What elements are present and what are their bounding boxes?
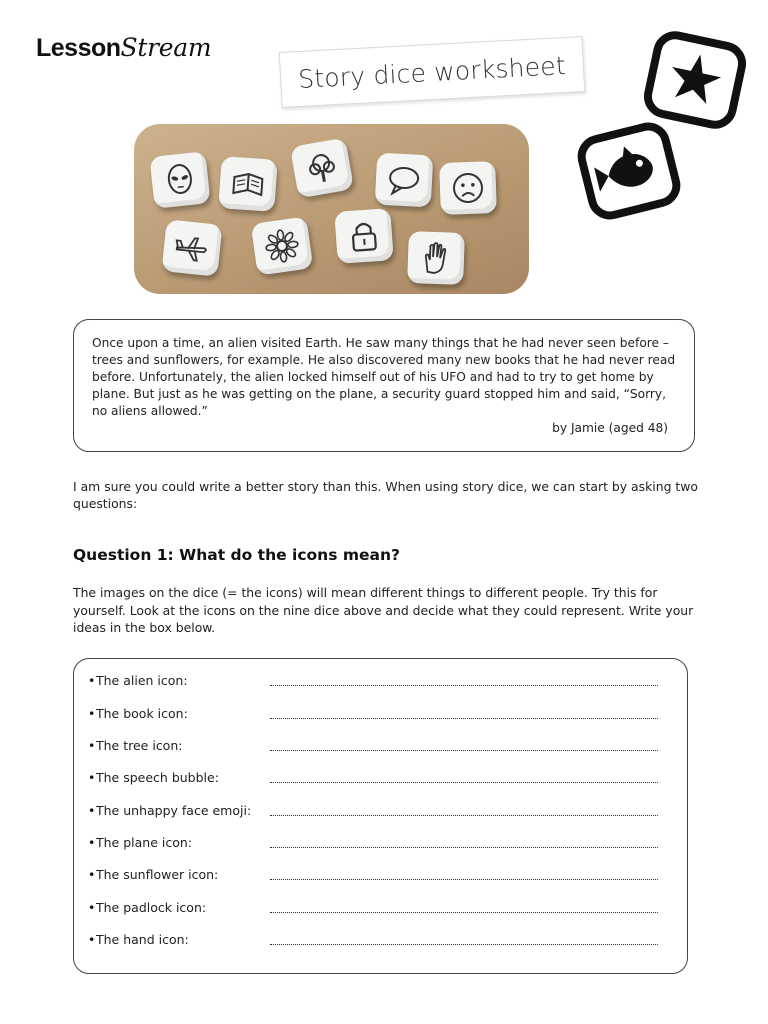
plane-icon bbox=[172, 228, 212, 268]
question-1-heading: Question 1: What do the icons mean? bbox=[73, 546, 400, 564]
answer-label: The hand icon: bbox=[96, 932, 189, 947]
lessonstream-logo bbox=[36, 32, 211, 64]
intro-paragraph: I am sure you could write a better story than this. When using story dice, we can start by asking two questions: bbox=[73, 479, 698, 511]
answer-label: The alien icon: bbox=[96, 673, 188, 688]
bullet: • bbox=[88, 932, 96, 947]
answer-row-book bbox=[88, 702, 658, 722]
answers-box bbox=[73, 658, 688, 974]
answer-label: The speech bubble: bbox=[96, 770, 219, 785]
unhappy-face-die bbox=[439, 161, 497, 215]
question-1-instructions: The images on the dice (= the icons) will mean different things to different people. Try this for yourself. Look at the icons on the nine dice above and decide what they could represent. Write your ideas in the box below. bbox=[73, 585, 694, 635]
sunflower-die bbox=[251, 216, 314, 275]
example-story-box bbox=[73, 319, 695, 452]
alien-icon bbox=[160, 160, 200, 200]
answer-row-hand bbox=[88, 928, 658, 948]
example-story-text: Once upon a time, an alien visited Earth. He saw many things that he had never seen before – trees and sunflowers, for example. He also discovered many new books that he had never read before. Unfortunately, the alien locked himself out of his UFO and had to try to get home by plane. But just as he was getting on the plane, a security guard stopped him and said, “Sorry, no aliens allowed.” bbox=[92, 336, 676, 418]
story-dice-photo bbox=[134, 124, 529, 294]
answer-row-alien bbox=[88, 669, 658, 689]
unhappy-face-icon bbox=[449, 169, 486, 206]
bullet: • bbox=[88, 867, 96, 882]
padlock-die bbox=[334, 208, 393, 264]
answer-line[interactable] bbox=[270, 705, 658, 719]
book-die bbox=[218, 156, 277, 212]
bullet: • bbox=[88, 673, 96, 688]
alien-die bbox=[149, 151, 210, 209]
plane-die bbox=[161, 219, 222, 277]
answer-label: The unhappy face emoji: bbox=[96, 803, 252, 818]
logo-word-lesson: Lesson bbox=[36, 34, 121, 62]
hand-icon bbox=[417, 239, 454, 276]
story-author: by Jamie (aged 48) bbox=[552, 421, 668, 435]
answer-line[interactable] bbox=[270, 866, 658, 880]
tree-die bbox=[290, 138, 354, 199]
answer-row-tree bbox=[88, 734, 658, 754]
answer-line[interactable] bbox=[270, 737, 658, 751]
padlock-icon bbox=[345, 217, 383, 255]
answer-label: The tree icon: bbox=[96, 738, 183, 753]
answer-row-plane bbox=[88, 831, 658, 851]
hand-die bbox=[407, 231, 465, 285]
answer-line[interactable] bbox=[270, 769, 658, 783]
answer-line[interactable] bbox=[270, 802, 658, 816]
answer-label: The sunflower icon: bbox=[96, 867, 219, 882]
answer-row-unhappy-face bbox=[88, 799, 658, 819]
worksheet-title-card bbox=[279, 36, 586, 108]
bullet: • bbox=[88, 900, 96, 915]
answer-line[interactable] bbox=[270, 931, 658, 945]
answer-label: The book icon: bbox=[96, 706, 188, 721]
worksheet-title: Story dice worksheet bbox=[297, 50, 567, 94]
speech-bubble-icon bbox=[385, 161, 423, 199]
bullet: • bbox=[88, 738, 96, 753]
bullet: • bbox=[88, 803, 96, 818]
answer-line[interactable] bbox=[270, 834, 658, 848]
book-icon bbox=[229, 165, 267, 203]
answer-row-sunflower bbox=[88, 863, 658, 883]
tree-icon bbox=[301, 147, 343, 189]
answer-label: The padlock icon: bbox=[96, 900, 207, 915]
answer-row-speech-bubble bbox=[88, 766, 658, 786]
bullet: • bbox=[88, 770, 96, 785]
answer-line[interactable] bbox=[270, 899, 658, 913]
sunflower-icon bbox=[262, 226, 303, 267]
answer-row-padlock bbox=[88, 896, 658, 916]
answer-line[interactable] bbox=[270, 672, 658, 686]
answer-label: The plane icon: bbox=[96, 835, 193, 850]
speech-bubble-die bbox=[375, 153, 434, 208]
logo-word-stream: Stream bbox=[120, 33, 212, 62]
fish-icon bbox=[568, 113, 690, 229]
bullet: • bbox=[88, 706, 96, 721]
bullet: • bbox=[88, 835, 96, 850]
